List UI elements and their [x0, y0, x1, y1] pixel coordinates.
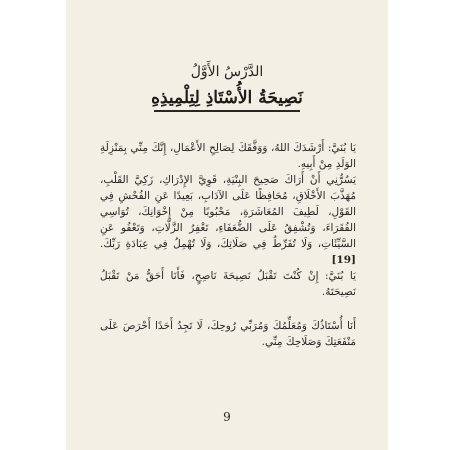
paragraph-1 — [100, 140, 356, 172]
title-underline — [154, 110, 300, 112]
page-number: 9 — [223, 410, 231, 424]
paragraph-2-text: يَسُرُّنِي أَنْ أَرَاكَ صَحِيحَ البِنْيَةِ، قَوِيَّ الإِدْرَاكِ، زَكِيَّ القَلْبِ، مُهَذَّبَ الأَخْلَاقِ، مُحَافِظًا عَلَى الآدَابِ، بَعِيدًا عَنِ الفُحْشِ فِي القَوْلِ، لَطِيفَ المُعَاشَرَةِ، مَحْبُوبًا مِنْ إِخْوَانِكَ، تُوَاسِي الفُقَرَاءَ، وَتُشْفِقُ عَلَى الضُّعَفَاءِ، تَغْفِرُ الزَّلَّاتِ، وَتَعْفُو عَنِ السَّيِّئَاتِ، وَلَا تُفَرِّطُ فِي صَلَاتِكَ، وَلَا تُهْمِلُ فِي عِبَادَةِ رَبِّكَ. — [100, 174, 356, 250]
paragraph-4-text: أَنَا أُسْتَاذُكَ وَمُعَلِّمُكَ وَمُرَبِّي رُوحِكَ، لَا تَجِدُ أَحَدًا أَحْرَصَ عَلَى مَنْفَعَتِكَ وَصَلَاحِكَ مِنِّي. — [100, 320, 356, 348]
verse-marker: [19] — [331, 254, 356, 266]
book-page — [66, 0, 388, 450]
paragraph-1-text: يَا بُنَيَّ: أَرْشَدَكَ اللهُ، وَوَفَّقَكَ لِصَالِحِ الأَعْمَالِ، إِنَّكَ مِنِّي بِمَنْزِلَةِ الوَلَدِ مِنْ أَبِيهِ. — [100, 142, 356, 170]
body-text — [100, 140, 356, 350]
paragraph-2 — [100, 172, 356, 268]
paragraph-4 — [100, 318, 356, 350]
lesson-subtitle: نَصِيحَةُ الأُسْتَاذِ لِتِلْمِيذِهِ — [151, 88, 303, 108]
lesson-title: الدَّرْسُ الأَوَّلُ — [190, 64, 264, 80]
paragraph-3-text: يَا بُنَيَّ: إِنْ كُنْتَ تَقْبَلُ نَصِيحَةَ نَاصِحٍ، فَأَنَا أَحَقُّ مَنْ تَقْبَلُ نَصِيحَتَهُ. — [100, 270, 356, 298]
paragraph-3 — [100, 268, 356, 300]
